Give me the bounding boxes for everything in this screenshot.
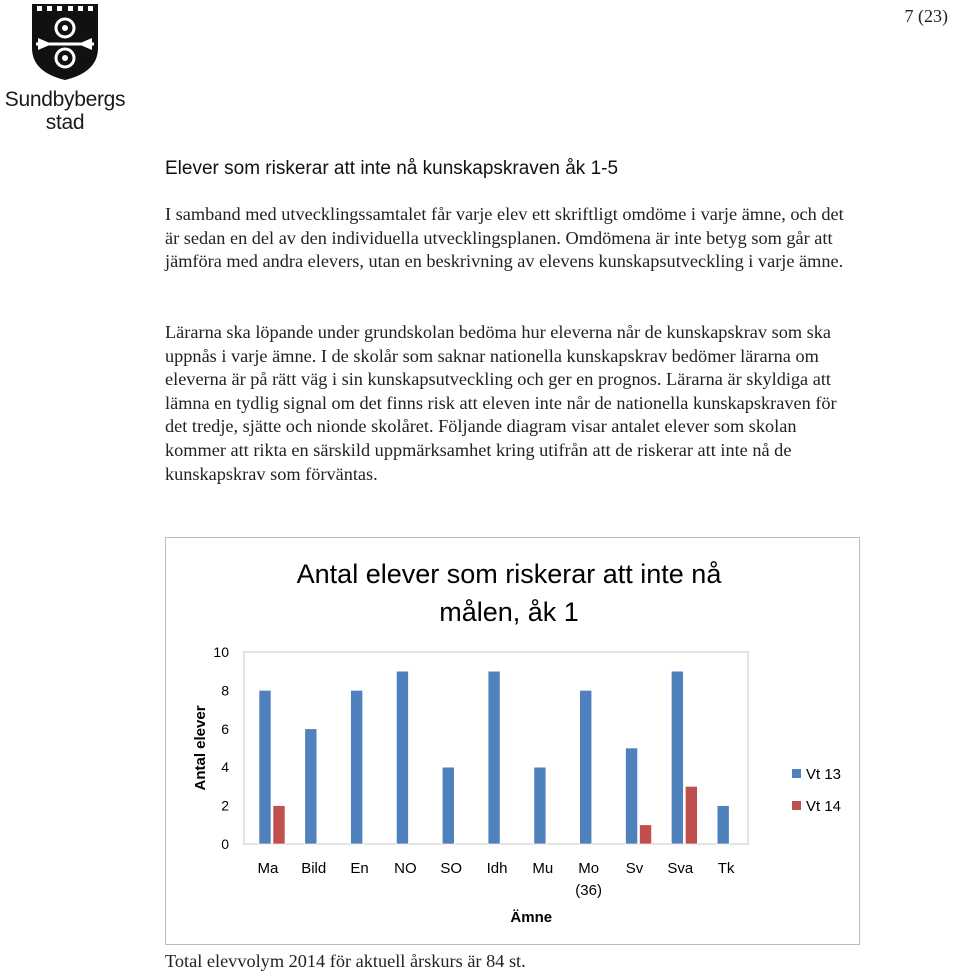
y-tick-label: 4: [221, 759, 229, 776]
legend-swatch: [792, 801, 801, 810]
paragraph-intro: I samband med utvecklingssamtalet får varje elev ett skriftligt omdöme i varje ämne, och det är sedan en del av den individuella utvecklingsplanen. Omdömena är inte betyg som går att jämföra med andra elevers, utan en beskrivning av elevens kunskapsutveckling i varje ämne.: [165, 204, 844, 272]
logo-subname: stad: [45, 111, 85, 134]
x-tick-label: SO: [440, 860, 463, 877]
bar-vt-13: [580, 690, 592, 844]
section-heading: Elever som riskerar att inte nå kunskapskraven åk 1-5: [165, 158, 619, 179]
chart-title-line: målen, åk 1: [439, 597, 579, 627]
bar-vt-13: [671, 671, 683, 844]
bar-vt-13: [396, 671, 408, 844]
bar-vt-14: [640, 825, 652, 844]
y-tick-label: 2: [221, 797, 229, 814]
footer-note: Total elevvolym 2014 för aktuell årskurs är 84 st.: [165, 951, 526, 971]
legend-label: Vt 13: [806, 766, 842, 783]
y-tick-label: 0: [221, 836, 229, 852]
bar-vt-14: [685, 786, 697, 844]
x-tick-label: En: [350, 860, 369, 877]
bar-vt-13: [488, 671, 500, 844]
bar-vt-13: [351, 690, 363, 844]
bar-vt-13: [534, 767, 546, 844]
x-tick-label: Mu: [532, 860, 554, 877]
x-axis-label: Ämne: [510, 909, 553, 926]
x-tick-label: NO: [394, 860, 417, 877]
bar-vt-14: [273, 806, 285, 844]
chart-canvas: [166, 538, 861, 946]
bar-vt-13: [259, 690, 271, 844]
x-tick-label: Ma: [257, 860, 279, 877]
paragraph-teachers: Lärarna ska löpande under grundskolan bedöma hur eleverna når de kunskapskrav som ska uppnås i varje ämne. I de skolår som saknar nationella kunskapskrav bedömer lärarna om eleverna är på rätt väg i sin kunskapsutveckling och ger en prognos. Lärarna är skyldiga att lämna en tydlig signal om det finns risk att eleven inte når de nationella kunskapskraven för det tredje, sjätte och nionde skolåret. Följande diagram visar antalet elever som skolan kommer att rikta en särskild uppmärksamhet kring utifrån att de riskerar att inte nå de kunskapskrav som förväntas.: [165, 322, 837, 484]
chart-title-line: Antal elever som riskerar att inte nå: [296, 559, 722, 589]
y-tick-label: 8: [221, 682, 229, 699]
x-tick-label: Tk: [717, 860, 735, 877]
legend-swatch: [792, 769, 801, 778]
x-tick-label: Sva: [667, 860, 694, 877]
bar-vt-13: [717, 806, 729, 844]
y-tick-label: 6: [221, 720, 229, 737]
bar-vt-13: [305, 729, 317, 844]
legend-label: Vt 14: [806, 798, 842, 815]
bar-vt-13: [442, 767, 454, 844]
page-number: 7 (23): [904, 6, 948, 26]
logo-name: Sundbybergs: [4, 88, 126, 111]
coat-of-arms-icon: [28, 2, 102, 82]
y-axis-label: Antal elever: [192, 705, 209, 791]
bar-chart: [165, 537, 860, 945]
x-tick-label: Idh: [486, 860, 508, 877]
x-tick-label: Mo: [578, 860, 600, 877]
y-tick-label: 10: [213, 644, 229, 660]
x-tick-label: Sv: [625, 860, 644, 877]
bar-vt-13: [626, 748, 638, 844]
city-logo: [0, 0, 130, 135]
x-tick-label: Bild: [301, 860, 327, 877]
x-tick-label: (36): [575, 882, 602, 899]
